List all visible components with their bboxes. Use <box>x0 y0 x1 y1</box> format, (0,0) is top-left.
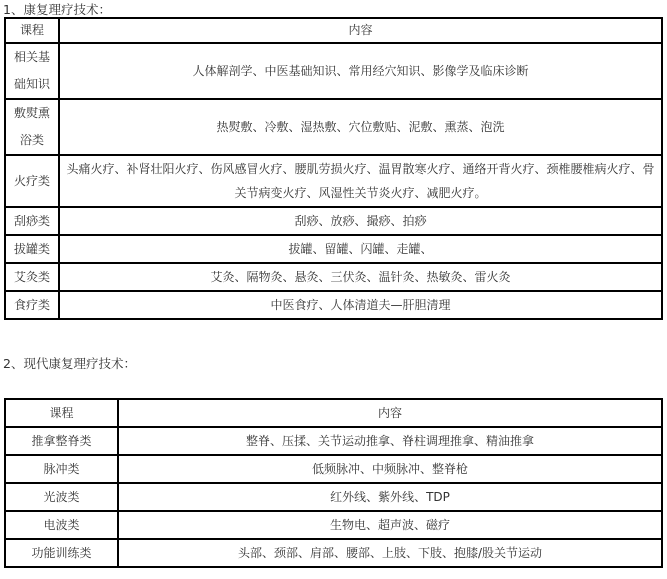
course-cell: 推拿整脊类 <box>5 427 118 455</box>
modern-therapy-table <box>4 398 663 568</box>
content-cell: 拔罐、留罐、闪罐、走罐、 <box>59 235 662 263</box>
content-cell: 整脊、压揉、关节运动推拿、脊柱调理推拿、精油推拿 <box>118 427 662 455</box>
table-header-row <box>5 399 662 427</box>
course-cell: 刮痧类 <box>5 207 59 235</box>
table-row <box>5 455 662 483</box>
content-cell: 低频脉冲、中频脉冲、整脊枪 <box>118 455 662 483</box>
content-cell: 红外线、紫外线、TDP <box>118 483 662 511</box>
course-cell: 火疗类 <box>5 155 59 207</box>
course-cell: 功能训练类 <box>5 539 118 567</box>
course-cell: 食疗类 <box>5 291 59 319</box>
content-cell: 头痛火疗、补肾壮阳火疗、伤风感冒火疗、腰肌劳损火疗、温胃散寒火疗、通络开背火疗、颈椎腰椎病火疗、骨关节病变火疗、风湿性关节炎火疗、减肥火疗。 <box>59 155 662 207</box>
course-cell: 相关基础知识 <box>5 43 59 99</box>
table-row <box>5 99 662 155</box>
table-header-row <box>5 18 662 43</box>
table-row <box>5 263 662 291</box>
table-row <box>5 43 662 99</box>
content-cell: 头部、颈部、肩部、腰部、上肢、下肢、抱膝/股关节运动 <box>118 539 662 567</box>
table-row <box>5 427 662 455</box>
content-cell: 生物电、超声波、磁疗 <box>118 511 662 539</box>
content-cell: 中医食疗、人体清道夫—肝胆清理 <box>59 291 662 319</box>
table-row <box>5 207 662 235</box>
table-row <box>5 539 662 567</box>
header-content: 内容 <box>59 18 662 43</box>
course-cell: 脉冲类 <box>5 455 118 483</box>
course-cell: 光波类 <box>5 483 118 511</box>
table-row <box>5 155 662 207</box>
course-cell: 拔罐类 <box>5 235 59 263</box>
course-cell: 电波类 <box>5 511 118 539</box>
traditional-therapy-table <box>4 17 663 320</box>
content-cell: 艾灸、隔物灸、悬灸、三伏灸、温针灸、热敏灸、雷火灸 <box>59 263 662 291</box>
header-course: 课程 <box>5 18 59 43</box>
course-cell: 敷熨熏浴类 <box>5 99 59 155</box>
table-row <box>5 235 662 263</box>
header-content: 内容 <box>118 399 662 427</box>
section1-heading: 1、康复理疗技术： <box>3 2 111 17</box>
content-cell: 热熨敷、冷敷、湿热敷、穴位敷贴、泥敷、熏蒸、泡洗 <box>59 99 662 155</box>
header-course: 课程 <box>5 399 118 427</box>
content-cell: 刮痧、放痧、撮痧、拍痧 <box>59 207 662 235</box>
table-row <box>5 511 662 539</box>
content-cell: 人体解剖学、中医基础知识、常用经穴知识、影像学及临床诊断 <box>59 43 662 99</box>
table-row <box>5 291 662 319</box>
section2-heading: 2、现代康复理疗技术： <box>3 356 136 371</box>
table-row <box>5 483 662 511</box>
course-cell: 艾灸类 <box>5 263 59 291</box>
